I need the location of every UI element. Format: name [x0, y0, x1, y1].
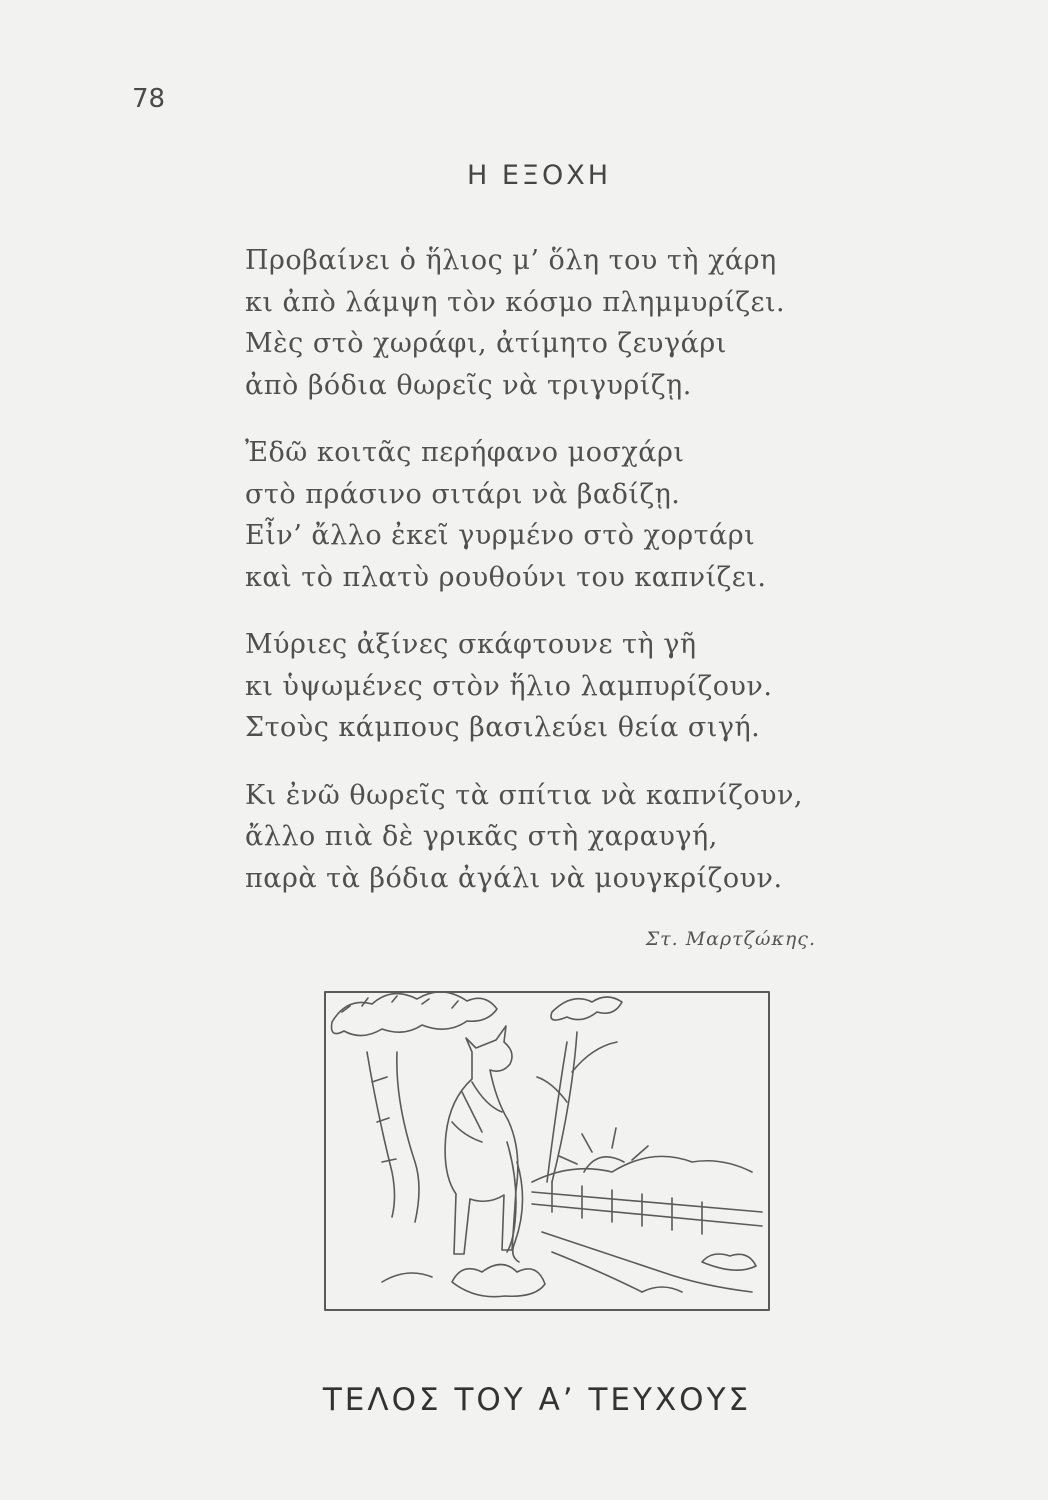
poem-line: Μὲς στὸ χωράφι, ἀτίμητο ζευγάρι [245, 328, 727, 359]
cow [445, 1026, 518, 1254]
poem-line: Μύριες ἀξίνες σκάφτουνε τὴ γῆ [245, 629, 697, 660]
path [542, 1232, 752, 1292]
stanza-2 [245, 432, 845, 598]
poem-line: κι ὑψωμένες στὸν ἥλιο λαμπυρίζουν. [245, 670, 773, 702]
cow-landscape-illustration [322, 982, 772, 1312]
page-number: 78 [132, 84, 166, 114]
poem-title: Η ΕΞΟΧΗ [466, 160, 612, 191]
poem-line: παρὰ τὰ βόδια ἀγάλι νὰ μουγκρίζουν. [245, 862, 783, 894]
poem-line: στὸ πράσινο σιτάρι νὰ βαδίζῃ. [245, 478, 681, 510]
hills [532, 1156, 752, 1182]
poem [245, 240, 845, 925]
poem-line: κι ἀπὸ λάμψη τὸν κόσμο πλημμυρίζει. [245, 286, 786, 318]
bushes [452, 1254, 756, 1297]
stanza-3 [245, 624, 845, 749]
poem-line: Προβαίνει ὁ ἥλιος μ’ ὅλη του τὴ χάρη [245, 245, 777, 276]
tree-trunk [367, 1052, 419, 1222]
poem-line: Κι ἐνῶ θωρεῖς τὰ σπίτια νὰ καπνίζουν, [245, 779, 803, 811]
end-of-issue-footer: ΤΕΛΟΣ ΤΟΥ Α’ ΤΕΥΧΟΥΣ [322, 1382, 752, 1418]
fence [532, 1182, 762, 1234]
tree-foliage [332, 992, 498, 1036]
stanza-4 [245, 775, 845, 900]
slender-tree [547, 1032, 577, 1182]
poem-line: ἄλλο πιὰ δὲ γρικᾶς στὴ χαραυγή, [245, 821, 718, 852]
poem-author: Στ. Μαρτζώκης. [645, 928, 816, 950]
poem-line: ἀπὸ βόδια θωρεῖς νὰ τριγυρίζῃ. [245, 369, 692, 401]
poem-line: Εἶν’ ἄλλο ἐκεῖ γυρμένο στὸ χορτάρι [245, 520, 756, 551]
poem-line: Στοὺς κάμπους βασιλεύει θεία σιγή. [245, 712, 761, 743]
stanza-1 [245, 240, 845, 406]
poem-line: καὶ τὸ πλατὺ ρουθούνι του καπνίζει. [245, 561, 767, 593]
poem-line: Ἐδῶ κοιτᾶς περήφανο μοσχάρι [245, 437, 685, 468]
